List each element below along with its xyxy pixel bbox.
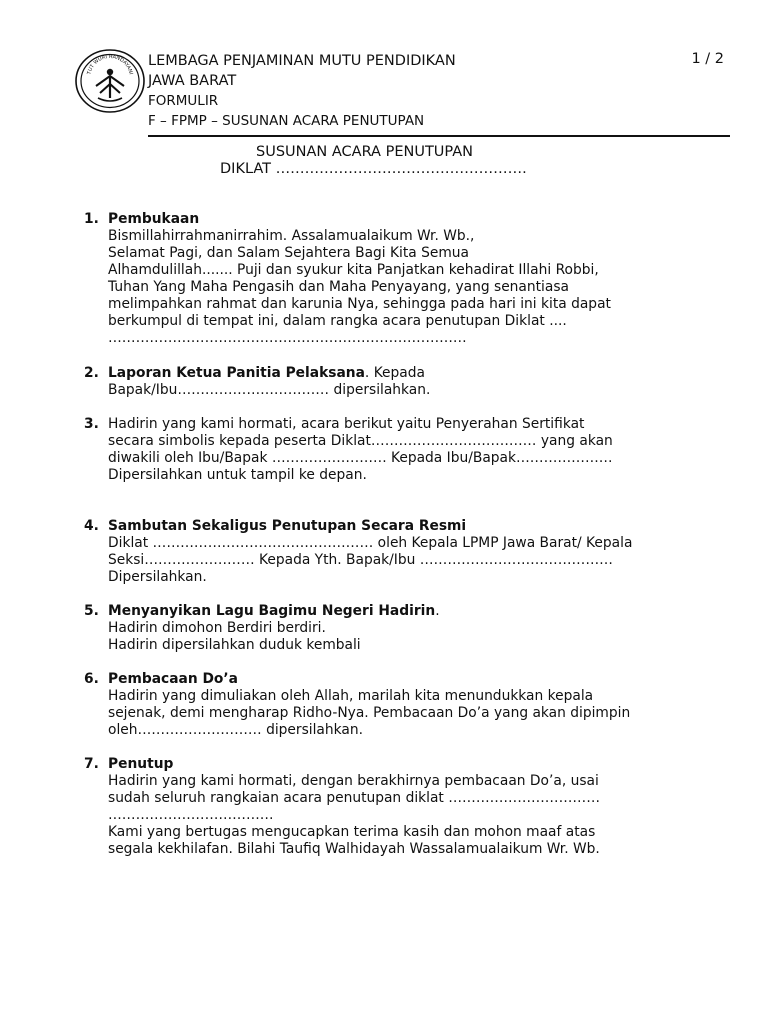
- section-heading-line: [108, 365, 695, 382]
- form-code: F – FPMP – SUSUNAN ACARA PENUTUPAN: [148, 113, 425, 129]
- section-text: Selamat Pagi, dan Salam Sejahtera Bagi Kita Semua: [108, 245, 470, 261]
- section-6: [84, 671, 695, 739]
- svg-text:TUT WURI HANDAYANI: TUT WURI HANDAYANI: [86, 53, 134, 76]
- section-heading-line: [108, 603, 695, 620]
- section-text: sudah seluruh rangkaian acara penutupan diklat ……………………………: [108, 790, 600, 806]
- section-number: 6.: [84, 671, 99, 687]
- section-text: . Kepada: [364, 365, 425, 381]
- section-text: sejenak, demi mengharap Ridho-Nya. Pembacaan Do’a yang akan dipimpin: [108, 705, 631, 721]
- section-text: Hadirin dimohon Berdiri berdiri.: [108, 620, 326, 636]
- section-text: Bapak/Ibu…………………………… dipersilahkan.: [108, 382, 431, 398]
- section-1: [84, 211, 695, 347]
- section-text: Alhamdulillah....... Puji dan syukur kita Panjatkan kehadirat Illahi Robbi,: [108, 262, 599, 278]
- section-heading: Laporan Ketua Panitia Pelaksana: [108, 365, 365, 381]
- section-heading: Sambutan Sekaligus Penutupan Secara Resmi: [108, 518, 467, 534]
- section-number: 1.: [84, 211, 99, 227]
- form-type: FORMULIR: [148, 93, 219, 109]
- section-text: oleh……………………… dipersilahkan.: [108, 722, 363, 738]
- section-text: berkumpul di tempat ini, dalam rangka acara penutupan Diklat ....: [108, 313, 567, 329]
- section-text: segala kekhilafan. Bilahi Taufiq Walhidayah Wassalamualaikum Wr. Wb.: [108, 841, 600, 857]
- section-text: Hadirin yang kami hormati, dengan berakhirnya pembacaan Do’a, usai: [108, 773, 599, 789]
- document-header: [148, 51, 456, 131]
- institution-name-line2: JAWA BARAT: [148, 73, 237, 89]
- section-text: Dipersilahkan.: [108, 569, 207, 585]
- section-text: Hadirin yang dimuliakan oleh Allah, marilah kita menundukkan kepala: [108, 688, 594, 704]
- section-3: [84, 416, 695, 484]
- section-2: [84, 365, 695, 399]
- page-number: 1 / 2: [691, 51, 724, 67]
- section-heading: Menyanyikan Lagu Bagimu Negeri Hadirin: [108, 603, 436, 619]
- section-4: [84, 518, 695, 586]
- section-text: .: [435, 603, 440, 619]
- document-title: [0, 144, 768, 178]
- section-5: [84, 603, 695, 654]
- section-text: secara simbolis kepada peserta Diklat……………………………… yang akan: [108, 433, 613, 449]
- section-text: melimpahkan rahmat dan karunia Nya, sehingga pada hari ini kita dapat: [108, 296, 611, 312]
- institution-name-line1: LEMBAGA PENJAMINAN MUTU PENDIDIKAN: [148, 53, 456, 69]
- section-text: Tuhan Yang Maha Pengasih dan Maha Penyayang, yang senantiasa: [108, 279, 569, 295]
- section-heading: Penutup: [108, 756, 174, 772]
- section-heading: Pembacaan Do’a: [108, 671, 238, 687]
- section-text: Hadirin yang kami hormati, acara berikut yaitu Penyerahan Sertifikat: [108, 416, 585, 432]
- header-divider: [148, 135, 730, 137]
- title-line2: DIKLAT …………………………………………….: [220, 161, 527, 177]
- section-text: Kami yang bertugas mengucapkan terima kasih dan mohon maaf atas: [108, 824, 596, 840]
- section-text: ………………………………: [108, 807, 274, 823]
- section-number: 7.: [84, 756, 99, 772]
- title-line1: SUSUNAN ACARA PENUTUPAN: [256, 144, 473, 160]
- section-text: Bismillahirrahmanirrahim. Assalamualaikum Wr. Wb.,: [108, 228, 475, 244]
- section-number: 4.: [84, 518, 99, 534]
- section-number: 3.: [84, 416, 99, 432]
- section-number: 2.: [84, 365, 99, 381]
- section-text: ……………………………………………………………………: [108, 330, 467, 346]
- section-number: 5.: [84, 603, 99, 619]
- section-heading: Pembukaan: [108, 211, 200, 227]
- section-text: Seksi…………………… Kepada Yth. Bapak/Ibu ……………………………………: [108, 552, 613, 568]
- section-text: Hadirin dipersilahkan duduk kembali: [108, 637, 361, 653]
- section-text: diwakili oleh Ibu/Bapak ……………………. Kepada Ibu/Bapak…………………: [108, 450, 613, 466]
- section-7: [84, 756, 695, 858]
- section-text: Diklat ………………………………………… oleh Kepala LPMP Jawa Barat/ Kepala: [108, 535, 633, 551]
- institution-logo: [74, 48, 146, 114]
- section-text: Dipersilahkan untuk tampil ke depan.: [108, 467, 367, 483]
